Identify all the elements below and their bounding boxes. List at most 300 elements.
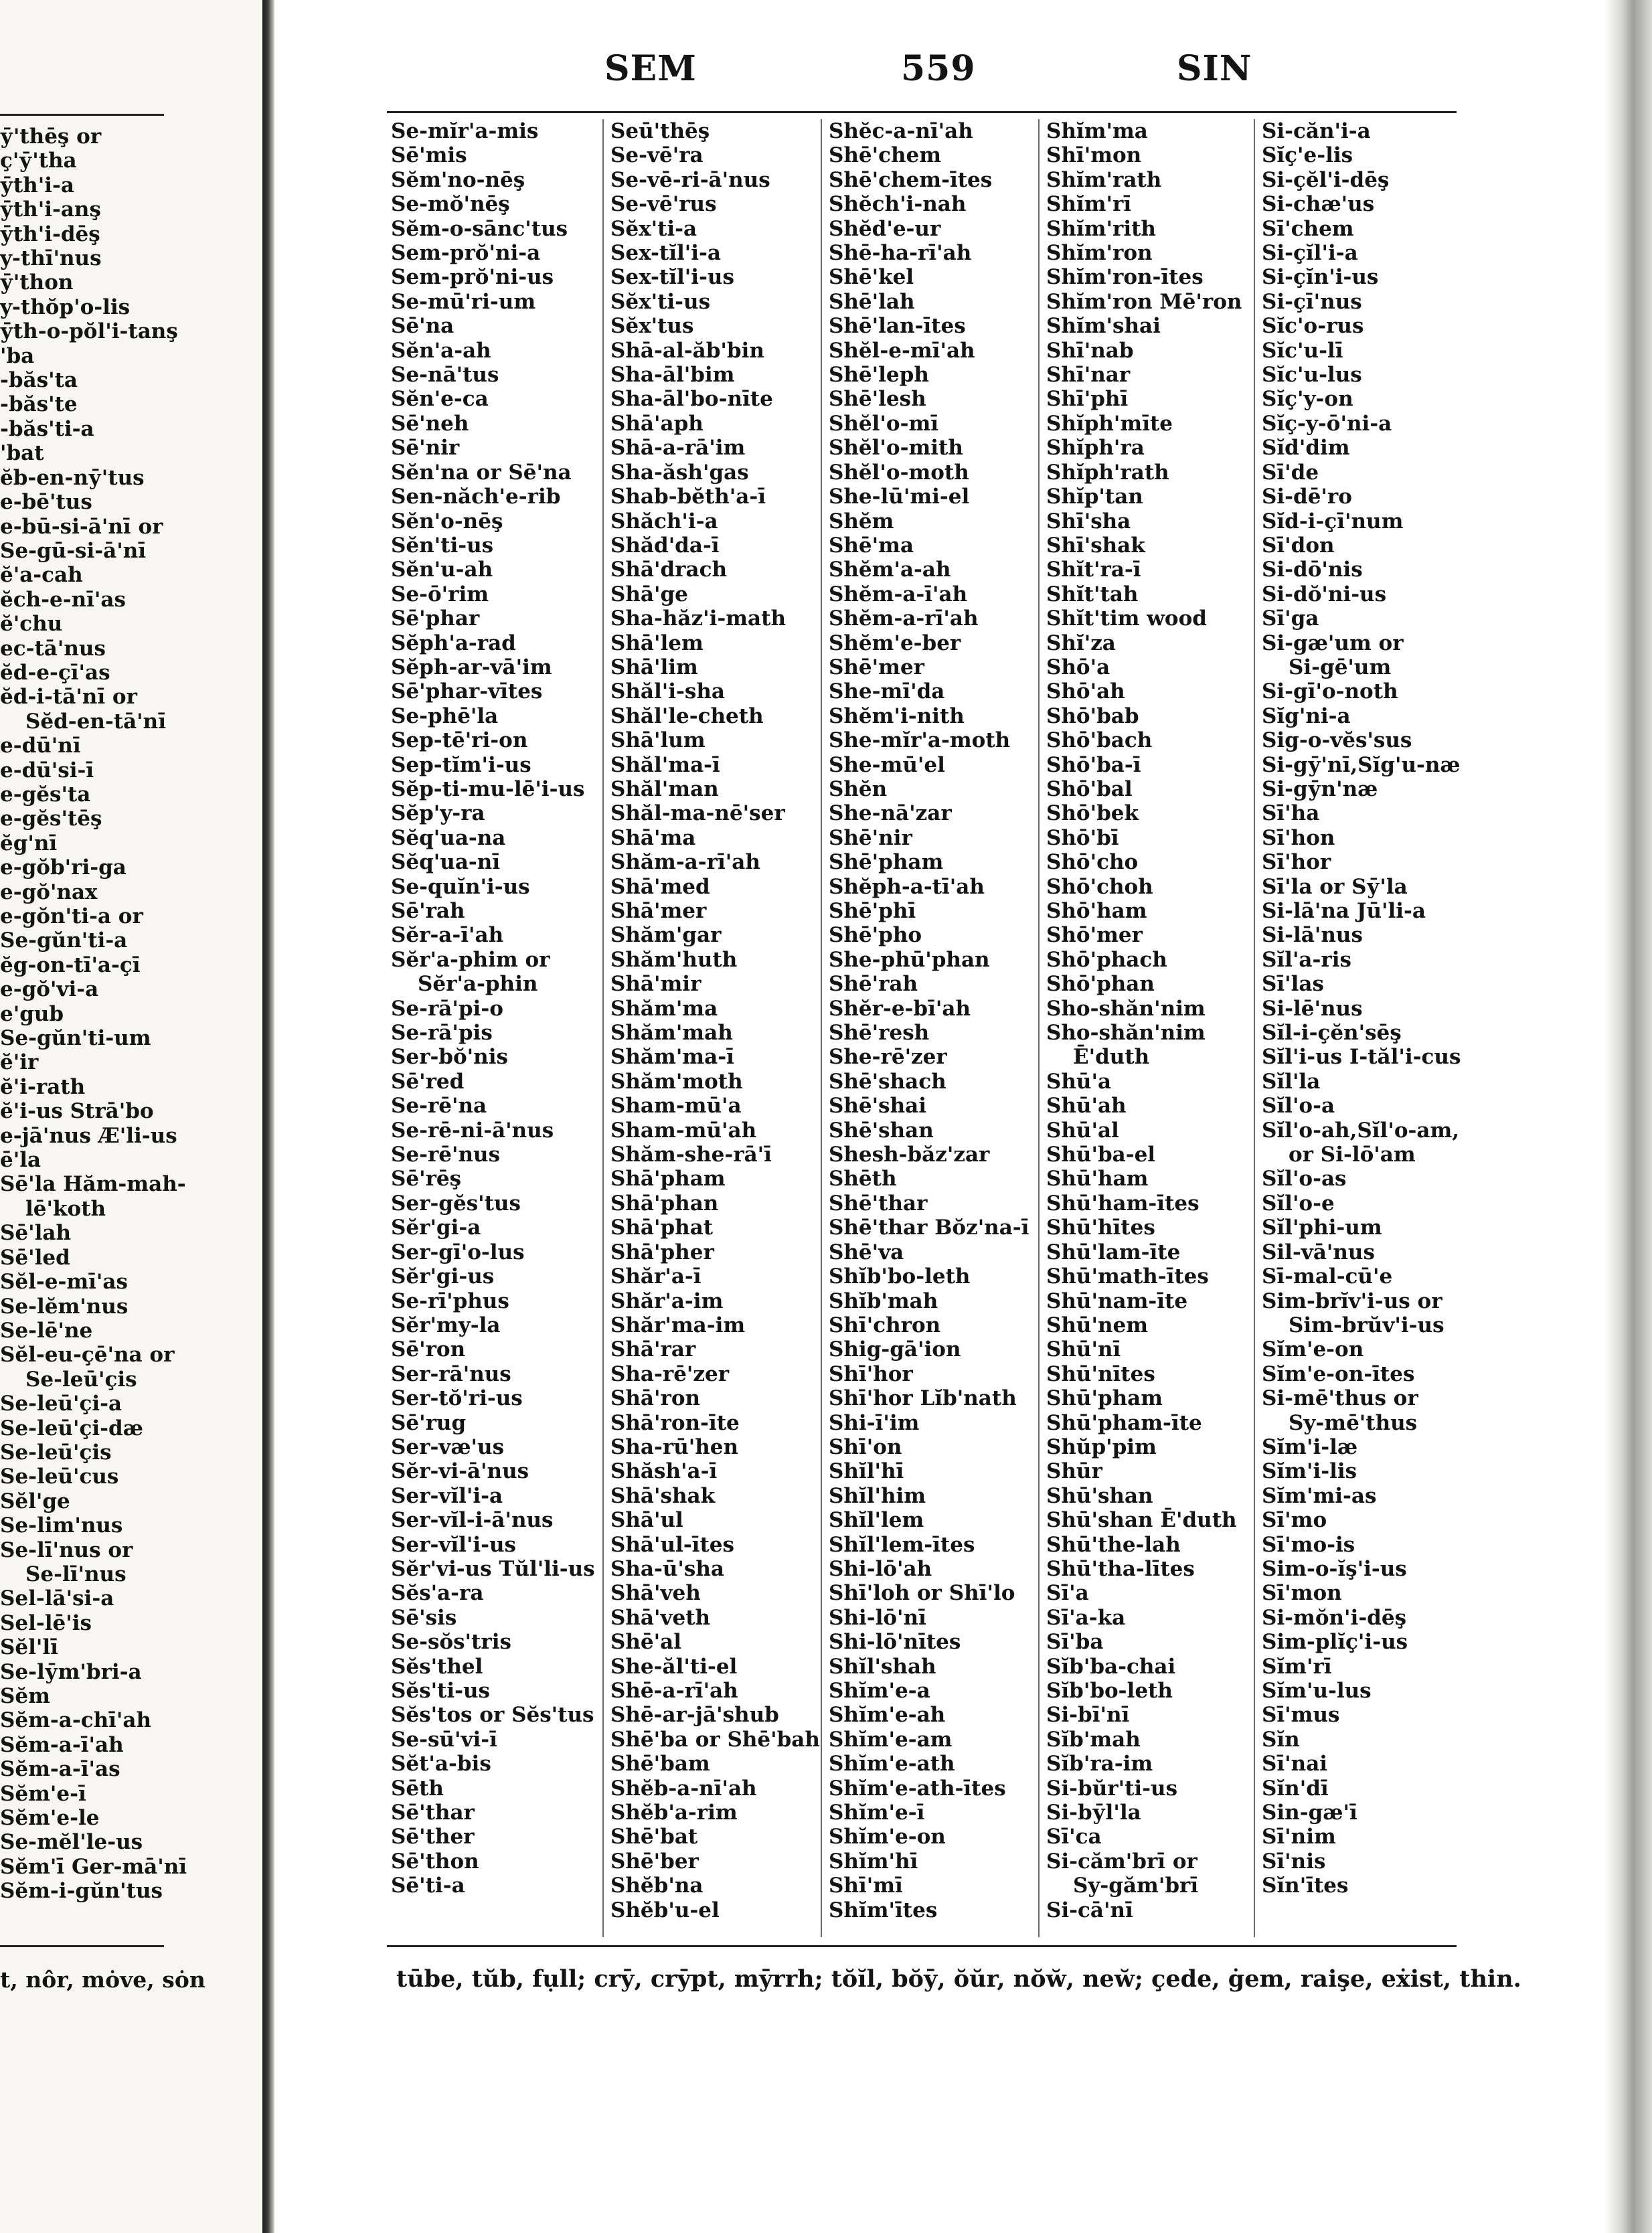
dictionary-entry: Shē'ma (829, 533, 914, 558)
dictionary-entry: Sĕp'y-ra (391, 801, 485, 826)
dictionary-entry: Sī'a-ka (1046, 1605, 1126, 1630)
dictionary-entry: Shō'bab (1046, 704, 1139, 728)
dictionary-entry: Shĕl'o-moth (829, 460, 969, 485)
dictionary-entry: Ser-gĕs'tus (391, 1191, 521, 1216)
dictionary-entry: e'gub (0, 1001, 64, 1026)
dictionary-entry: Shā'drach (610, 558, 728, 582)
dictionary-entry: Shĭm'ītes (829, 1898, 938, 1922)
dictionary-entry: Sem-prŏ'ni-a (391, 241, 541, 266)
dictionary-entry: Shā'phan (610, 1191, 719, 1216)
dictionary-entry: Sĭm'e-on (1262, 1337, 1364, 1362)
dictionary-entry: e-bē'tus (0, 490, 92, 515)
dictionary-entry: Shĭm'rath (1046, 167, 1162, 192)
dictionary-entry: Shū'pham-īte (1046, 1410, 1202, 1435)
dictionary-entry: Se-nā'tus (391, 363, 499, 388)
dictionary-entry: Sī'ha (1262, 801, 1320, 826)
dictionary-entry: Shĕm-a-rī'ah (829, 606, 979, 631)
dictionary-entry: Shū'ham (1046, 1167, 1149, 1191)
dictionary-entry: Sĭl'o-a (1262, 1094, 1335, 1119)
dictionary-entry: Se-mĭr'a-mis (391, 119, 539, 143)
dictionary-entry: Se-rā'pi-o (391, 996, 503, 1021)
dictionary-entry: Shō'ah (1046, 679, 1125, 704)
dictionary-entry: Shā'shak (610, 1483, 716, 1508)
dictionary-entry: Sī'hor (1262, 850, 1331, 875)
dictionary-entry: Sĕm-i-gŭn'tus (0, 1879, 163, 1904)
dictionary-entry: Sī'mo (1262, 1508, 1327, 1533)
dictionary-entry: Shī'on (829, 1434, 902, 1459)
dictionary-entry: Sĕr-vi-ā'nus (391, 1459, 529, 1484)
dictionary-entry: ӯth-o-pŏl'i-tanş (0, 319, 178, 344)
dictionary-entry: Se-leū'çi-dæ (0, 1416, 143, 1440)
dictionary-entry: Sĕn'o-nēş (391, 509, 503, 533)
dictionary-entry: Sĭd'dim (1262, 436, 1350, 461)
dictionary-entry: Shab-bĕth'a-ī (610, 485, 766, 509)
dictionary-entry: Sim-o-ĭş'i-us (1262, 1556, 1407, 1581)
dictionary-entry: Sĕm-a-chī'ah (0, 1708, 152, 1733)
dictionary-entry: e-bū-si-ā'nī or (0, 514, 163, 539)
dictionary-entry: Shĕb'na (610, 1874, 704, 1898)
dictionary-entry: Se-vē-ri-ā'nus (610, 167, 770, 192)
dictionary-entry: Se-lĕm'nus (0, 1294, 129, 1319)
dictionary-entry: Shō'mer (1046, 923, 1143, 948)
dictionary-entry: Sī'mon (1262, 1581, 1342, 1606)
dictionary-entry: Shō'a (1046, 655, 1110, 679)
dictionary-entry: Shū'tha-lītes (1046, 1556, 1195, 1581)
dictionary-entry: Sim-brĭv'i-us or (1262, 1289, 1442, 1313)
dictionary-entry: Sĕs'thel (391, 1654, 483, 1679)
dictionary-entry: Shĭph'ra (1046, 436, 1145, 461)
dictionary-entry: Shĭm'e-ah (829, 1703, 946, 1728)
dictionary-entry: ĕd-i-tā'nī or (0, 685, 137, 710)
dictionary-entry: Sĕs'tos or Sĕs'tus (391, 1703, 594, 1728)
dictionary-entry: 'bat (0, 441, 44, 466)
dictionary-entry: ӯth'i-a (0, 173, 74, 197)
dictionary-entry: Se-sū'vi-ī (391, 1727, 497, 1752)
dictionary-entry: Se-mŏ'nēş (391, 192, 510, 217)
dictionary-entry: Sĕr'my-la (391, 1313, 501, 1337)
dictionary-entry: Si-gē'um (1289, 655, 1392, 679)
dictionary-entry: e-gŏn'ti-a or (0, 904, 143, 928)
dictionary-entry: Sim-plĭç'i-us (1262, 1630, 1408, 1655)
dictionary-entry: Shē'ber (610, 1849, 699, 1874)
dictionary-entry: Shā'pher (610, 1240, 714, 1264)
dictionary-entry: Shăl'man (610, 776, 719, 801)
dictionary-entry: Sim-brŭv'i-us (1289, 1313, 1444, 1337)
dictionary-entry: y-thŏp'o-lis (0, 295, 131, 319)
dictionary-entry: Si-chæ'us (1262, 192, 1375, 217)
dictionary-entry: Shī'mī (829, 1874, 903, 1898)
dictionary-entry: Sĕm'e-le (0, 1806, 100, 1831)
dictionary-entry: Shō'cho (1046, 850, 1139, 875)
dictionary-entry: Shĕch'i-nah (829, 192, 967, 217)
dictionary-entry: Se-lӯm'bri-a (0, 1659, 142, 1684)
dictionary-entry: Seū'thēş (610, 119, 710, 143)
dictionary-entry: Se-gū-si-ā'nī (0, 538, 147, 563)
dictionary-entry: Sī-mal-cū'e (1262, 1264, 1393, 1289)
dictionary-entry: Shā'aph (610, 411, 704, 436)
dictionary-entry: Shi-lō'ah (829, 1556, 932, 1581)
dictionary-entry: Si-çĕl'i-dēş (1262, 167, 1390, 192)
dictionary-entry: Sĕl'ge (0, 1489, 70, 1513)
dictionary-entry: Shĕb'u-el (610, 1898, 720, 1922)
dictionary-entry: Shē'thar (829, 1191, 928, 1216)
dictionary-entry: Sĕl-e-mī'as (0, 1270, 128, 1295)
dictionary-entry: Shō'choh (1046, 874, 1153, 899)
dictionary-entry: Shō'bach (1046, 728, 1153, 753)
dictionary-entry: Sĕn'ti-us (391, 533, 494, 558)
dictionary-entry: Sī'nim (1262, 1825, 1336, 1849)
footer-rule (387, 1945, 1457, 1947)
dictionary-entry: Sī'mo-is (1262, 1532, 1355, 1557)
dictionary-entry: Shē'pho (829, 923, 922, 948)
previous-page-fragment (0, 0, 262, 2233)
dictionary-entry: Si-bӯl'la (1046, 1801, 1141, 1825)
left-bottom-rule (0, 1945, 164, 1947)
dictionary-entry: Shĭl'lem-ītes (829, 1532, 975, 1557)
dictionary-entry: Shā'ma (610, 825, 696, 850)
dictionary-entry: Shăm'huth (610, 947, 738, 972)
dictionary-entry: Shū'ham-ītes (1046, 1191, 1200, 1216)
dictionary-entry: Ē'duth (1073, 1045, 1150, 1070)
dictionary-entry: Shē'lan-ītes (829, 314, 966, 339)
dictionary-entry: Se-lim'nus (0, 1513, 123, 1538)
dictionary-entry: e-gĕs'tēş (0, 807, 102, 831)
dictionary-entry: Shā-a-rā'im (610, 436, 746, 461)
dictionary-entry: Sē'la Hăm-mah- (0, 1172, 186, 1197)
dictionary-entry: Sha-hăz'i-math (610, 606, 786, 631)
dictionary-entry: Sĭl'la (1262, 1069, 1321, 1094)
dictionary-entry: ç'ӯ'tha (0, 149, 77, 173)
dictionary-entry: Shī'phī (1046, 387, 1129, 412)
dictionary-entry: Sĕn'na or Sē'na (391, 460, 572, 485)
dictionary-entry: Sĕs'a-ra (391, 1581, 484, 1606)
dictionary-entry: Sĭm'e-on-ītes (1262, 1361, 1415, 1386)
dictionary-entry: Si-gӯn'næ (1262, 776, 1378, 801)
dictionary-entry: Si-dŏ'ni-us (1262, 582, 1387, 606)
dictionary-entry: Sĭm'i-læ (1262, 1434, 1358, 1459)
dictionary-entry: Sep-tē'ri-on (391, 728, 528, 753)
dictionary-entry: Shi-ī'im (829, 1410, 920, 1435)
dictionary-entry: Sĕx'ti-a (610, 216, 697, 241)
dictionary-entry: Sĕm'no-nēş (391, 167, 525, 192)
dictionary-entry: Shā'lem (610, 631, 704, 655)
dictionary-entry: ĕ'chu (0, 612, 63, 637)
dictionary-entry: Shā'veh (610, 1581, 701, 1606)
dictionary-entry: ӯth'i-dēş (0, 222, 100, 246)
dictionary-entry: Shăl-ma-nē'ser (610, 801, 785, 826)
dictionary-entry: lē'koth (25, 1196, 106, 1221)
dictionary-entry: Shĭt'tah (1046, 582, 1139, 606)
dictionary-entry: Shē'al (610, 1630, 682, 1655)
dictionary-entry: Sĭn'dī (1262, 1776, 1329, 1801)
dictionary-entry: ĕ'i-rath (0, 1074, 86, 1099)
dictionary-entry: Sĕn'e-ca (391, 387, 489, 412)
dictionary-entry: Sĭl'phi-um (1262, 1216, 1382, 1240)
dictionary-entry: Shig-gā'ion (829, 1337, 961, 1362)
dictionary-entry: Sĭb'ba-chai (1046, 1654, 1176, 1679)
dictionary-entry: Sha-āl'bo-nīte (610, 387, 773, 412)
dictionary-entry: Sil-vā'nus (1262, 1240, 1375, 1264)
dictionary-entry: Shē'shai (829, 1094, 926, 1119)
dictionary-entry: Shăr'a-im (610, 1289, 724, 1313)
dictionary-entry: Sha-āl'bim (610, 363, 735, 388)
dictionary-entry: Shē'pham (829, 850, 944, 875)
dictionary-entry: Sĕm-a-ī'ah (0, 1732, 124, 1757)
dictionary-entry: Sham-mū'a (610, 1094, 742, 1119)
dictionary-entry: Si-çĭn'i-us (1262, 265, 1379, 290)
dictionary-entry: Sī'chem (1262, 216, 1354, 241)
dictionary-entry: Shĭm'e-a (829, 1679, 930, 1703)
dictionary-entry: Shĕm-a-ī'ah (829, 582, 968, 606)
dictionary-entry: ĕd-e-çī'as (0, 660, 110, 685)
dictionary-entry: Shăr'a-ī (610, 1264, 701, 1289)
dictionary-entry: She-rē'zer (829, 1045, 947, 1070)
dictionary-entry: ĕ'i-us Strā'bo (0, 1099, 154, 1124)
dictionary-entry: Shĭl'shah (829, 1654, 936, 1679)
dictionary-entry: Shū'lam-īte (1046, 1240, 1181, 1264)
dictionary-entry: Sē'led (0, 1245, 70, 1270)
dictionary-entry: Shī'sha (1046, 509, 1131, 533)
dictionary-entry: Sē'na (391, 314, 455, 339)
dictionary-entry: Sĕr'gi-a (391, 1216, 481, 1240)
dictionary-entry: e-gĕs'ta (0, 782, 91, 807)
dictionary-entry: Sĕp-ti-mu-lē'i-us (391, 776, 585, 801)
dictionary-entry: Shĕm (829, 509, 894, 533)
dictionary-entry: Sha-rē'zer (610, 1361, 730, 1386)
entry-column-2 (610, 119, 820, 1922)
dictionary-entry: Sī'a (1046, 1581, 1089, 1606)
dictionary-entry: She-lū'mi-el (829, 485, 970, 509)
dictionary-entry: Shā'ron-īte (610, 1410, 740, 1435)
dictionary-entry: Sī'ba (1046, 1630, 1104, 1655)
dictionary-entry: Sen-năch'e-rib (391, 485, 561, 509)
dictionary-entry: Shĭm'e-ī (829, 1801, 925, 1825)
dictionary-entry: Si-cā'nī (1046, 1898, 1133, 1922)
column-divider (1254, 119, 1255, 1937)
dictionary-entry: Shū'pham (1046, 1386, 1163, 1411)
dictionary-entry: Sĕm'e-ī (0, 1781, 86, 1806)
dictionary-entry: Sĭl'a-ris (1262, 947, 1351, 972)
dictionary-entry: She-nā'zar (829, 801, 952, 826)
dictionary-entry: Se-leū'çi-a (0, 1392, 122, 1416)
dictionary-entry: Sē'ti-a (391, 1874, 465, 1898)
entry-column-4 (1046, 119, 1242, 1922)
dictionary-entry: Sho-shăn'nim (1046, 996, 1206, 1021)
dictionary-entry: Sĭç'e-lis (1262, 143, 1353, 168)
dictionary-entry: e-jā'nus Æ'li-us (0, 1123, 177, 1148)
dictionary-entry: Se-rī'phus (391, 1289, 509, 1313)
dictionary-entry: Shĭt'tim wood (1046, 606, 1207, 631)
dictionary-entry: Sē'mis (391, 143, 467, 168)
dictionary-entry: Sĭc'u-lus (1262, 363, 1362, 388)
dictionary-entry: Ser-bŏ'nis (391, 1045, 508, 1070)
dictionary-entry: Shī'loh or Shī'lo (829, 1581, 1015, 1606)
dictionary-entry: Sĕr'gi-us (391, 1264, 495, 1289)
dictionary-entry: e-gŏb'ri-ga (0, 855, 127, 880)
dictionary-entry: Shĕl-e-mī'ah (829, 338, 975, 363)
dictionary-entry: Se-ō'rim (391, 582, 489, 606)
dictionary-entry: Sĕr-a-ī'ah (391, 923, 504, 948)
dictionary-entry: Sī'ga (1262, 606, 1319, 631)
dictionary-entry: Shō'phan (1046, 972, 1155, 997)
dictionary-entry: Se-phē'la (391, 704, 499, 728)
dictionary-entry: Sĭl'o-e (1262, 1191, 1335, 1216)
dictionary-entry: Sī'nis (1262, 1849, 1326, 1874)
dictionary-entry: Shĭph'mīte (1046, 411, 1173, 436)
dictionary-entry: Sĭm'u-lus (1262, 1679, 1372, 1703)
dictionary-entry: Shĕd'e-ur (829, 216, 941, 241)
dictionary-entry: Shō'bī (1046, 825, 1119, 850)
dictionary-entry: Sĕd-en-tā'nī (25, 709, 166, 734)
dictionary-entry: Shăr'ma-im (610, 1313, 746, 1337)
dictionary-entry: Sĕq'ua-na (391, 825, 506, 850)
dictionary-entry: -băs'ti-a (0, 416, 94, 441)
dictionary-entry: She-mĭr'a-moth (829, 728, 1011, 753)
dictionary-entry: Shĕl'o-mith (829, 436, 963, 461)
dictionary-entry: Sex-tĭl'i-a (610, 241, 722, 266)
dictionary-entry: Shā'ron (610, 1386, 701, 1411)
dictionary-entry: She-mī'da (829, 679, 945, 704)
dictionary-entry: Shū'ah (1046, 1094, 1127, 1119)
left-top-rule (0, 114, 164, 116)
dictionary-entry: Sē'rah (391, 899, 465, 923)
page-edge (1605, 0, 1652, 2233)
dictionary-entry: Shī'shak (1046, 533, 1145, 558)
dictionary-entry: Si-gӯ'nī,Sĭg'u-næ (1262, 752, 1461, 777)
dictionary-entry: Si-dō'nis (1262, 558, 1363, 582)
dictionary-entry: Shā'mer (610, 899, 707, 923)
dictionary-entry: Shĭm'e-ath (829, 1752, 955, 1776)
dictionary-entry: Sĭl'o-ah,Sĭl'o-am, (1262, 1118, 1460, 1143)
dictionary-entry: Shū'nem (1046, 1313, 1149, 1337)
dictionary-entry: Shē'kel (829, 265, 914, 290)
dictionary-entry: Sĭc'o-rus (1262, 314, 1364, 339)
dictionary-entry: ĕb-en-nӯ'tus (0, 465, 145, 490)
dictionary-entry: Si-gæ'um or (1262, 631, 1404, 655)
dictionary-entry: Shĭp'tan (1046, 485, 1143, 509)
dictionary-entry: Se-rē'na (391, 1094, 487, 1119)
dictionary-entry: Sī'don (1262, 533, 1335, 558)
dictionary-entry: Shăl'ma-ī (610, 752, 720, 777)
dictionary-entry: Sĭl'o-as (1262, 1167, 1347, 1191)
dictionary-entry: Se-lē'ne (0, 1318, 93, 1343)
dictionary-entry: Sē'ther (391, 1825, 475, 1849)
dictionary-entry: Se-gŭn'ti-a (0, 928, 128, 953)
guide-word-last: SIN (1177, 48, 1252, 89)
dictionary-entry: Sĕph-ar-vā'im (391, 655, 552, 679)
dictionary-entry: Sĕr'a-phim or (391, 947, 550, 972)
dictionary-entry: Sĕph'a-rad (391, 631, 516, 655)
dictionary-entry: Sĕl-eu-çē'na or (0, 1343, 175, 1368)
dictionary-entry: Sē'phar (391, 606, 480, 631)
dictionary-entry: Sĕr'vi-us Tŭl'li-us (391, 1556, 595, 1581)
dictionary-entry: y-thī'nus (0, 246, 102, 271)
dictionary-entry: Shā'med (610, 874, 710, 899)
dictionary-entry: Shĭl'him (829, 1483, 926, 1508)
dictionary-entry: Si-çī'nus (1262, 289, 1362, 314)
dictionary-entry: Shē'ba or Shē'bah (610, 1727, 820, 1752)
dictionary-entry: Shăl'i-sha (610, 679, 725, 704)
dictionary-entry: Shĭm'rith (1046, 216, 1156, 241)
dictionary-entry: Shē'bat (610, 1825, 698, 1849)
dictionary-entry: Shĭb'mah (829, 1289, 938, 1313)
dictionary-entry: Si-lā'nus (1262, 923, 1363, 948)
dictionary-entry: Shā'phat (610, 1216, 714, 1240)
dictionary-entry: Shē'leph (829, 363, 929, 388)
dictionary-entry: Sĭç-y-ō'ni-a (1262, 411, 1392, 436)
dictionary-entry: Shŭp'pim (1046, 1434, 1157, 1459)
dictionary-entry: Se-leū'çis (0, 1440, 112, 1465)
dictionary-entry: ec-tā'nus (0, 636, 106, 661)
entry-column-3 (829, 119, 1029, 1922)
dictionary-entry: Shē'phī (829, 899, 916, 923)
dictionary-entry: Shĕm'a-ah (829, 558, 951, 582)
dictionary-entry: Si-bī'nī (1046, 1703, 1130, 1728)
dictionary-entry: Shā'lim (610, 655, 698, 679)
dictionary-entry: Shē'chem-ītes (829, 167, 993, 192)
dictionary-entry: Se-rē'nus (391, 1143, 501, 1167)
dictionary-entry: e-dū'si-ī (0, 758, 94, 782)
dictionary-entry: Sĭm'mi-as (1262, 1483, 1377, 1508)
dictionary-entry: ӯ'thon (0, 270, 74, 295)
dictionary-entry: Shēth (829, 1167, 897, 1191)
dictionary-entry: She-ăl'ti-el (610, 1654, 738, 1679)
dictionary-entry: Si-căm'brī or (1046, 1849, 1197, 1874)
dictionary-entry: Sĕm'ī Ger-mā'nī (0, 1854, 187, 1879)
dictionary-entry: Shĭm'ron-ītes (1046, 265, 1204, 290)
entry-column-1 (391, 119, 595, 1898)
dictionary-entry: Shī'chron (829, 1313, 941, 1337)
dictionary-entry: Shī'nar (1046, 363, 1131, 388)
dictionary-entry: Shā'ul-ītes (610, 1532, 734, 1557)
dictionary-entry: Sĭn'ītes (1262, 1874, 1349, 1898)
dictionary-entry: Se-mū'ri-um (391, 289, 536, 314)
dictionary-entry: Shĕl'o-mī (829, 411, 939, 436)
dictionary-entry: Sin-gæ'ī (1262, 1801, 1357, 1825)
dictionary-entry: Shū'nam-īte (1046, 1289, 1188, 1313)
dictionary-entry: Si-lā'na Jū'li-a (1262, 899, 1426, 923)
guide-word-first: SEM (604, 48, 697, 89)
dictionary-entry: Sĭl'i-us I-tăl'i-cus (1262, 1045, 1461, 1070)
dictionary-entry: Si-çĭl'i-a (1262, 241, 1358, 266)
dictionary-entry: Se-mĕl'le-us (0, 1830, 143, 1855)
dictionary-entry: Shăm'ma (610, 996, 718, 1021)
column-divider (821, 119, 822, 1937)
dictionary-entry: Sē'ron (391, 1337, 466, 1362)
dictionary-entry: Shē'shach (829, 1069, 946, 1094)
dictionary-entry: Shăm-a-rī'ah (610, 850, 760, 875)
dictionary-entry: Shū'shan (1046, 1483, 1153, 1508)
dictionary-entry: Shūr (1046, 1459, 1102, 1484)
dictionary-entry: Si-bŭr'ti-us (1046, 1776, 1178, 1801)
dictionary-entry: Sē'thon (391, 1849, 479, 1874)
dictionary-entry: She-phū'phan (829, 947, 990, 972)
dictionary-entry: Sĭm'i-lis (1262, 1459, 1357, 1484)
dictionary-entry: ӯth'i-anş (0, 197, 101, 222)
dictionary-entry: Sho-shăn'nim (1046, 1021, 1206, 1046)
dictionary-entry: Shăm'mah (610, 1021, 733, 1046)
dictionary-entry: Shĭph'rath (1046, 460, 1169, 485)
dictionary-entry: ĕ'a-cah (0, 563, 83, 588)
dictionary-entry: Shăm'gar (610, 923, 722, 948)
dictionary-entry: Si-mē'thus or (1262, 1386, 1418, 1411)
dictionary-entry: Shi-lō'nī (829, 1605, 926, 1630)
dictionary-entry: Sī'la or Sӯ'la (1262, 874, 1408, 899)
dictionary-entry: Si-gī'o-noth (1262, 679, 1398, 704)
dictionary-entry: Shō'bal (1046, 776, 1133, 801)
dictionary-entry: Shĕr-e-bī'ah (829, 996, 971, 1021)
dictionary-entry: Sel-lā'si-a (0, 1586, 114, 1611)
